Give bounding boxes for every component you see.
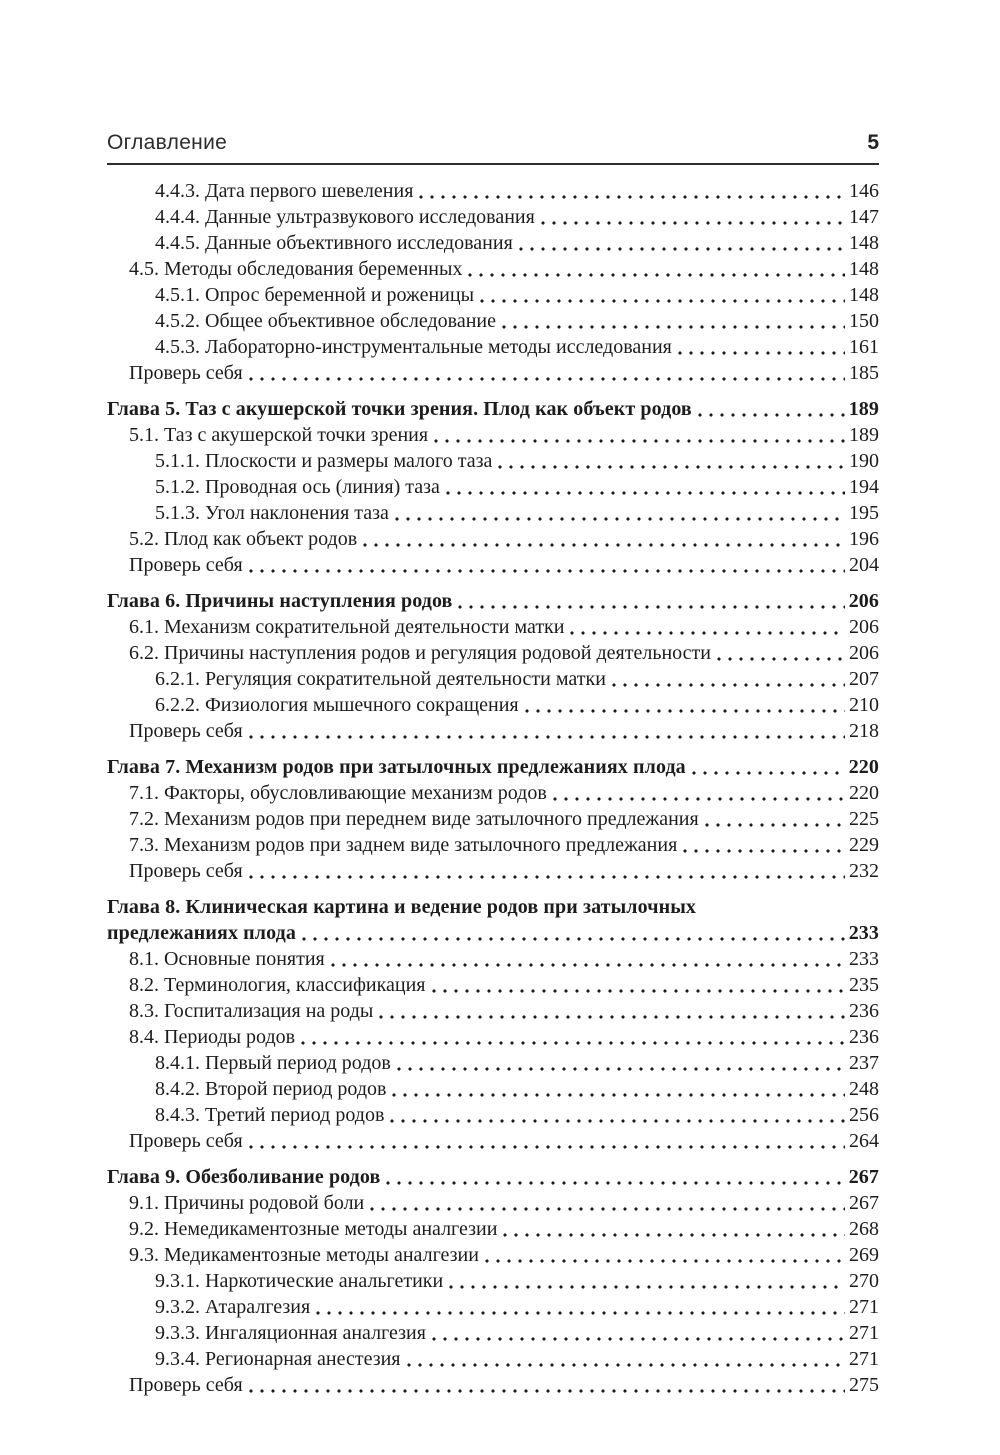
dot-leader-icon (564, 614, 849, 640)
running-title: Оглавление (107, 131, 228, 154)
dot-leader-icon (243, 1128, 849, 1154)
toc-entry (107, 588, 879, 614)
toc-entry-label: 9.2. Немедикаментозные методы аналгезии (129, 1218, 498, 1240)
toc-entry (129, 998, 879, 1024)
dot-leader-icon (364, 1190, 849, 1216)
toc-entry-page: 220 (849, 782, 879, 804)
toc-entry (129, 552, 879, 578)
toc-entry-page: 271 (849, 1296, 879, 1318)
toc-entry-page: 206 (849, 616, 879, 638)
dot-leader-icon (243, 360, 849, 386)
toc-entry-page: 147 (849, 206, 879, 228)
toc-entry-label: 8.1. Основные понятия (129, 948, 325, 970)
toc-entry (129, 806, 879, 832)
toc-entry (107, 396, 879, 422)
toc-entry-page: 236 (849, 1000, 879, 1022)
toc-entry-label: Проверь себя (129, 362, 243, 384)
toc-entry-page: 189 (848, 398, 879, 420)
dot-leader-icon (386, 1076, 849, 1102)
toc-entry (107, 894, 879, 920)
toc-entry-label: 8.2. Терминология, классификация (129, 974, 426, 996)
toc-entry (155, 1320, 879, 1346)
toc-entry-page: 233 (848, 922, 879, 944)
toc-entry-page: 271 (849, 1322, 879, 1344)
toc-entry-page: 148 (849, 232, 879, 254)
toc-entry (129, 1190, 879, 1216)
dot-leader-icon (296, 920, 849, 946)
dot-leader-icon (474, 282, 849, 308)
toc-entry-page: 271 (849, 1348, 879, 1370)
dot-leader-icon (373, 998, 849, 1024)
toc-entry-label: 6.2.2. Физиология мышечного сокращения (155, 694, 519, 716)
dot-leader-icon (677, 832, 849, 858)
toc-entry (107, 754, 879, 780)
toc-entry-label: 8.4.2. Второй период родов (155, 1078, 387, 1100)
toc-entry-page: 264 (849, 1130, 879, 1152)
toc-entry-label: Проверь себя (129, 860, 243, 882)
toc-entry-page: 146 (849, 180, 879, 202)
toc-entry-label: 4.4.3. Дата первого шевеления (155, 180, 414, 202)
toc-entry (129, 972, 879, 998)
toc-entry-label: 9.3. Медикаментозные методы аналгезии (129, 1244, 479, 1266)
page-header (107, 131, 879, 165)
dot-leader-icon (428, 422, 849, 448)
dot-leader-icon (426, 972, 849, 998)
toc-entry-page: 229 (849, 834, 879, 856)
toc-entry (129, 1128, 879, 1154)
toc-entry (155, 1346, 879, 1372)
toc-entry (129, 1242, 879, 1268)
toc-entry-page: 196 (849, 528, 879, 550)
toc-entry-page: 269 (849, 1244, 879, 1266)
toc-entry-label: 5.1.3. Угол наклонения таза (155, 502, 389, 524)
toc-entry-label: Глава 6. Причины наступления родов (107, 590, 453, 612)
dot-leader-icon (492, 448, 849, 474)
dot-leader-icon (391, 1050, 849, 1076)
dot-leader-icon (295, 1024, 849, 1050)
toc-entry-page: 267 (848, 1166, 879, 1188)
toc-entry (155, 204, 879, 230)
dot-leader-icon (686, 754, 849, 780)
dot-leader-icon (401, 1346, 850, 1372)
dot-leader-icon (243, 1372, 849, 1398)
toc-entry (129, 780, 879, 806)
dot-leader-icon (243, 858, 849, 884)
toc-entry-page: 256 (849, 1104, 879, 1126)
toc-entry (129, 526, 879, 552)
toc-entry-page: 233 (849, 948, 879, 970)
toc-entry-label: предлежаниях плода (107, 922, 296, 944)
toc-entry-page: 267 (849, 1192, 879, 1214)
dot-leader-icon (699, 806, 849, 832)
toc-entry-label: 4.5.2. Общее объективное обследование (155, 310, 496, 332)
toc-entry-page: 194 (849, 476, 879, 498)
dot-leader-icon (606, 666, 849, 692)
toc-entry (107, 1164, 879, 1190)
toc-entry (129, 946, 879, 972)
toc-entry-page: 220 (848, 756, 879, 778)
toc-entry-page: 190 (849, 450, 879, 472)
dot-leader-icon (547, 780, 849, 806)
toc-entry (129, 1024, 879, 1050)
toc-entry (155, 230, 879, 256)
toc-entry-label: 8.4.3. Третий период родов (155, 1104, 385, 1126)
dot-leader-icon (479, 1242, 849, 1268)
toc-entry-label: Проверь себя (129, 1130, 243, 1152)
toc-entry-label: Глава 5. Таз с акушерской точки зрения. Плод как объект родов (107, 398, 692, 420)
toc-entry-label: Проверь себя (129, 554, 243, 576)
toc-entry-page: 248 (849, 1078, 879, 1100)
toc-entry (129, 360, 879, 386)
toc-entry-label: 6.2.1. Регуляция сократительной деятельности матки (155, 668, 606, 690)
toc-entry-label: 5.2. Плод как объект родов (129, 528, 358, 550)
dot-leader-icon (384, 1102, 849, 1128)
toc-entry-label: Глава 7. Механизм родов при затылочных предлежаниях плода (107, 756, 686, 778)
toc-entry (129, 832, 879, 858)
toc-entry (155, 474, 879, 500)
toc-entry-label: 5.1.2. Проводная ось (линия) таза (155, 476, 440, 498)
dot-leader-icon (519, 692, 849, 718)
toc-entry-label: 6.1. Механизм сократительной деятельности матки (129, 616, 565, 638)
toc-entry-page: 235 (849, 974, 879, 996)
dot-leader-icon (497, 1216, 849, 1242)
toc-entry-page: 161 (849, 336, 879, 358)
dot-leader-icon (243, 552, 849, 578)
toc-entry-page: 206 (849, 642, 879, 664)
toc-entry-label: 4.5.3. Лабораторно-инструментальные методы исследования (155, 336, 672, 358)
toc-entry-page: 236 (849, 1026, 879, 1048)
toc-entry-page: 270 (849, 1270, 879, 1292)
toc-entry (107, 920, 879, 946)
toc-entry (155, 282, 879, 308)
toc-entry-label: 9.3.2. Атаралгезия (155, 1296, 311, 1318)
toc-entry (155, 666, 879, 692)
toc-entry (129, 1216, 879, 1242)
toc-entry-page: 195 (849, 502, 879, 524)
toc-entry-page: 148 (849, 258, 879, 280)
dot-leader-icon (443, 1268, 849, 1294)
dot-leader-icon (452, 588, 848, 614)
toc-entry-page: 150 (849, 310, 879, 332)
dot-leader-icon (426, 1320, 849, 1346)
toc-entry-label: 4.5. Методы обследования беременных (129, 258, 463, 280)
toc-entry-page: 207 (849, 668, 879, 690)
toc-entry (155, 1102, 879, 1128)
toc-entry (129, 422, 879, 448)
toc-entry-label: 9.3.4. Регионарная анестезия (155, 1348, 401, 1370)
toc-entry-label: 4.5.1. Опрос беременной и роженицы (155, 284, 475, 306)
toc-entry-page: 204 (849, 554, 879, 576)
toc-entry-page: 185 (849, 362, 879, 384)
toc-entry-label: 5.1.1. Плоскости и размеры малого таза (155, 450, 493, 472)
toc-entry-label: Глава 8. Клиническая картина и ведение родов при затылочных (107, 896, 697, 918)
toc-entry (129, 256, 879, 282)
dot-leader-icon (413, 178, 849, 204)
toc-entry-page: 232 (849, 860, 879, 882)
dot-leader-icon (389, 500, 849, 526)
toc-entry (129, 858, 879, 884)
toc-entry (155, 334, 879, 360)
toc-entry (155, 1268, 879, 1294)
toc-entry-page: 275 (849, 1374, 879, 1396)
dot-leader-icon (513, 230, 849, 256)
toc-entry-label: 5.1. Таз с акушерской точки зрения (129, 424, 429, 446)
dot-leader-icon (462, 256, 849, 282)
dot-leader-icon (380, 1164, 848, 1190)
toc-entry-label: 7.1. Факторы, обусловливающие механизм родов (129, 782, 547, 804)
toc-entry (155, 448, 879, 474)
toc-entry-label: Проверь себя (129, 720, 243, 742)
dot-leader-icon (325, 946, 849, 972)
dot-leader-icon (357, 526, 849, 552)
toc-entry-label: 8.3. Госпитализация на роды (129, 1000, 374, 1022)
dot-leader-icon (535, 204, 849, 230)
toc-entry-label: Проверь себя (129, 1374, 243, 1396)
toc-entry (155, 692, 879, 718)
dot-leader-icon (711, 640, 849, 666)
dot-leader-icon (310, 1294, 849, 1320)
toc-entry-page: 189 (849, 424, 879, 446)
toc-entry-label: 7.3. Механизм родов при заднем виде затылочного предлежания (129, 834, 678, 856)
toc-entry-page: 218 (849, 720, 879, 742)
toc-entry (155, 500, 879, 526)
toc-entry-label: 9.3.3. Ингаляционная аналгезия (155, 1322, 426, 1344)
toc-entry-page: 210 (849, 694, 879, 716)
dot-leader-icon (243, 718, 849, 744)
dot-leader-icon (672, 334, 849, 360)
toc-entry-page: 225 (849, 808, 879, 830)
toc-entry (129, 640, 879, 666)
dot-leader-icon (440, 474, 849, 500)
toc-entry (129, 614, 879, 640)
page-number: 5 (867, 131, 879, 154)
dot-leader-icon (692, 396, 849, 422)
toc-entry (129, 1372, 879, 1398)
toc-entry-label: Глава 9. Обезболивание родов (107, 1166, 381, 1188)
toc-entry (155, 1294, 879, 1320)
toc-entry-label: 8.4. Периоды родов (129, 1026, 296, 1048)
toc-entry (155, 1050, 879, 1076)
toc-entry-label: 4.4.4. Данные ультразвукового исследования (155, 206, 535, 228)
toc-entry-page: 148 (849, 284, 879, 306)
toc-entry (155, 1076, 879, 1102)
toc-entry-label: 9.1. Причины родовой боли (129, 1192, 365, 1214)
toc-entry-label: 7.2. Механизм родов при переднем виде затылочного предлежания (129, 808, 699, 830)
toc-entry-label: 9.3.1. Наркотические анальгетики (155, 1270, 444, 1292)
toc-entry-label: 4.4.5. Данные объективного исследования (155, 232, 513, 254)
toc-entry-page: 206 (848, 590, 879, 612)
toc-entry-page: 237 (849, 1052, 879, 1074)
toc-entry-page: 268 (849, 1218, 879, 1240)
toc-list (107, 178, 879, 1398)
toc-entry (155, 308, 879, 334)
dot-leader-icon (496, 308, 849, 334)
toc-entry-label: 6.2. Причины наступления родов и регуляция родовой деятельности (129, 642, 711, 664)
toc-entry (129, 718, 879, 744)
toc-entry-label: 8.4.1. Первый период родов (155, 1052, 391, 1074)
toc-entry (155, 178, 879, 204)
